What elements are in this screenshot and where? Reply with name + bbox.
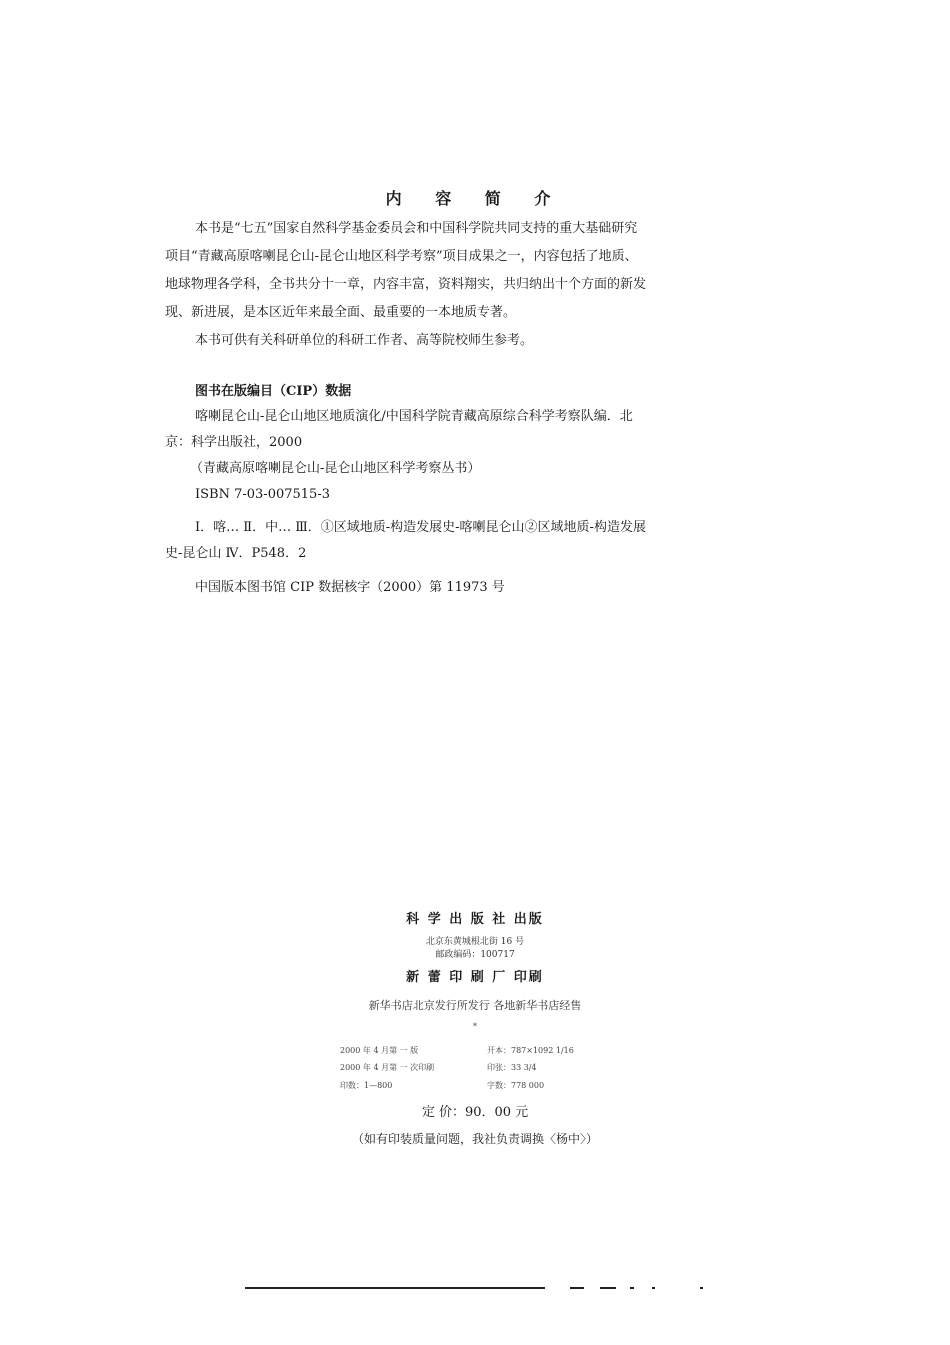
cip-number: 中国版本图书馆 CIP 数据核字（2000）第 11973 号 xyxy=(195,580,505,595)
cip-heading: 图书在版编目（CIP）数据 xyxy=(195,384,352,399)
sheets-line: 印张：33 3/4 xyxy=(487,1063,537,1072)
price-line: 定 价：90．00 元 xyxy=(421,1105,529,1120)
summary-line: 本书是“七五”国家自然科学基金委员会和中国科学院共同支持的重大基础研究 xyxy=(195,221,638,236)
cip-isbn: ISBN 7-03-007515-3 xyxy=(195,487,330,502)
print-run-line: 印数：1—800 xyxy=(340,1081,393,1090)
cip-line: 京：科学出版社，2000 xyxy=(165,435,303,450)
cip-line: Ⅰ．喀… Ⅱ．中… Ⅲ．①区域地质-构造发展史-喀喇昆仑山②区域地质-构造发展 xyxy=(195,520,646,535)
cip-line: 史-昆仑山 Ⅳ．P548．2 xyxy=(165,546,307,561)
quality-note: （如有印装质量问题，我社负责调换〈杨中〉） xyxy=(351,1132,598,1146)
cip-line: 喀喇昆仑山-昆仑山地区地质演化/中国科学院青藏高原综合科学考察队编．北 xyxy=(195,409,633,424)
summary-title: 内 容 简 介 xyxy=(385,189,565,208)
summary-line: 项目“青藏高原喀喇昆仑山-昆仑山地区科学考察”项目成果之一，内容包括了地质、 xyxy=(165,249,638,264)
publisher-line: 科 学 出 版 社 出版 xyxy=(406,912,544,927)
format-line: 开本：787×1092 1/16 xyxy=(487,1046,574,1055)
summary-line: 现、新进展，是本区近年来最全面、最重要的一本地质专著。 xyxy=(165,305,517,320)
summary-line: 本书可供有关科研单位的科研工作者、高等院校师生参考。 xyxy=(195,333,534,348)
cip-line: （青藏高原喀喇昆仑山-昆仑山地区科学考察丛书） xyxy=(190,461,481,476)
edition-line: 2000 年 4 月第 一 版 xyxy=(340,1046,419,1055)
word-count-line: 字数：778 000 xyxy=(487,1081,545,1090)
summary-line: 地球物理各学科，全书共分十一章，内容丰富，资料翔实，共归纳出十个方面的新发 xyxy=(165,277,647,292)
distribution-line: 新华书店北京发行所发行 各地新华书店经售 xyxy=(368,999,582,1012)
publisher-postcode: 邮政编码：100717 xyxy=(435,950,515,960)
separator-mark: * xyxy=(473,1022,477,1031)
printing-line: 2000 年 4 月第 一 次印刷 xyxy=(340,1063,435,1072)
publisher-address: 北京东黄城根北街 16 号 xyxy=(425,937,525,947)
printer-line: 新 蕾 印 刷 厂 印刷 xyxy=(406,970,544,985)
